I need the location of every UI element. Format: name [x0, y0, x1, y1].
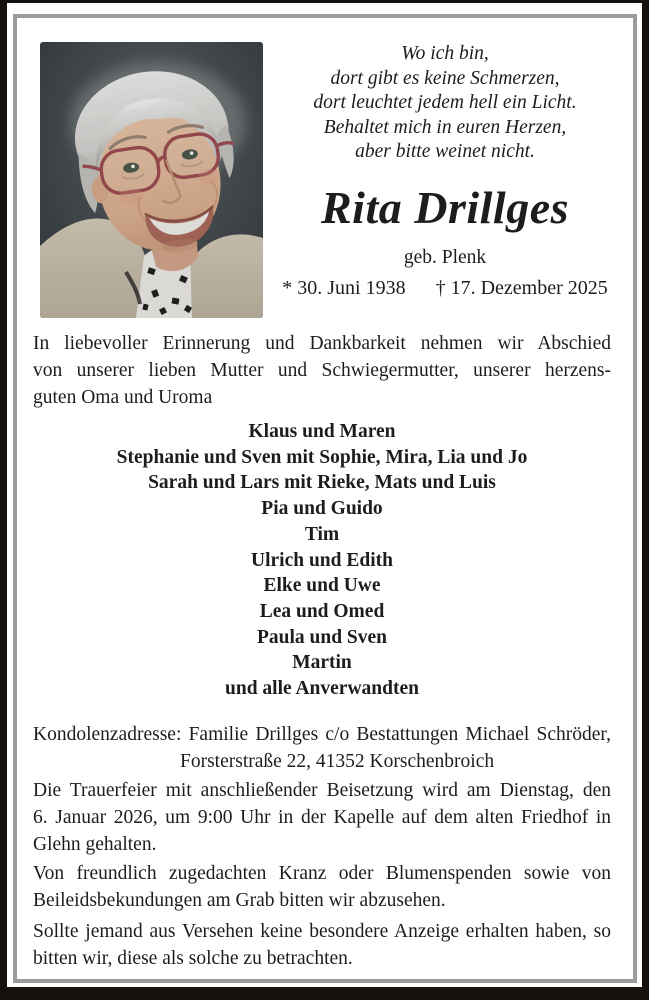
portrait-illustration — [40, 42, 263, 318]
apology-paragraph — [33, 918, 611, 972]
condolence-address — [33, 721, 611, 775]
notice-page — [7, 3, 642, 987]
deceased-name: Rita Drillges — [320, 181, 570, 233]
intro-line: guten Oma und Uroma — [33, 387, 213, 408]
notice-frame — [13, 14, 637, 983]
funeral-line: 6. Januar 2026, um 9:00 Uhr in der Kapelle auf dem alten Friedhof in — [33, 806, 611, 828]
apology-line: Sollte jemand aus Versehen keine besondere Anzeige erhalten haben, so — [33, 920, 611, 942]
mourner-line: Sarah und Lars mit Rieke, Mats und Luis — [148, 472, 496, 494]
header-right-column — [263, 42, 611, 302]
mourner-line: Pia und Guido — [261, 498, 383, 520]
intro-paragraph — [33, 330, 611, 411]
mourner-line: Martin — [292, 652, 352, 674]
condolence-line: Forsterstraße 22, 41352 Korschenbroich — [180, 750, 495, 772]
flowers-paragraph — [33, 860, 611, 914]
mourner-line: Elke und Uwe — [263, 575, 381, 597]
poem-line: dort leuchtet jedem hell ein Licht. — [313, 92, 577, 114]
intro-line: von unserer lieben Mutter und Schwiegermutter, unserer herzens- — [33, 360, 611, 381]
life-dates — [279, 275, 611, 302]
apology-line: bitten wir, diese als solche zu betrachten. — [33, 947, 353, 969]
poem-line: dort gibt es keine Schmerzen, — [330, 67, 560, 89]
poem-line: aber bitte weinet nicht. — [355, 141, 535, 163]
poem-line: Behaltet mich in euren Herzen, — [323, 116, 567, 138]
death-date: † 17. Dezember 2025 — [435, 276, 608, 299]
poem-line: Wo ich bin, — [401, 43, 489, 64]
mourner-line: Stephanie und Sven mit Sophie, Mira, Lia und Jo — [116, 446, 528, 468]
flowers-line: Beileidsbekundungen am Grab bitten wir abzusehen. — [33, 889, 446, 911]
condolence-line: Kondolenzadresse: Familie Drillges c/o Bestattungen Michael Schröder, — [33, 723, 611, 745]
mourner-line: Ulrich und Edith — [251, 549, 393, 571]
funeral-line: Die Trauerfeier mit anschließender Beisetzung wird am Dienstag, den — [33, 779, 611, 801]
funeral-paragraph — [33, 777, 611, 858]
notice-header — [33, 42, 611, 318]
portrait-photo — [40, 42, 263, 318]
funeral-line: Glehn gehalten. — [33, 833, 157, 855]
mourners-list — [33, 419, 611, 702]
mourner-line: und alle Anverwandten — [225, 678, 419, 700]
memorial-poem — [279, 42, 611, 165]
birth-date: * 30. Juni 1938 — [282, 276, 406, 299]
flowers-line: Von freundlich zugedachten Kranz oder Blumenspenden sowie von — [33, 862, 611, 884]
maiden-name: geb. Plenk — [403, 246, 487, 268]
intro-line: In liebevoller Erinnerung und Dankbarkeit nehmen wir Abschied — [33, 333, 611, 354]
mourner-line: Klaus und Maren — [248, 421, 396, 442]
mourner-line: Paula und Sven — [256, 626, 388, 648]
mourner-line: Tim — [304, 523, 340, 545]
mourner-line: Lea und Omed — [259, 600, 385, 622]
